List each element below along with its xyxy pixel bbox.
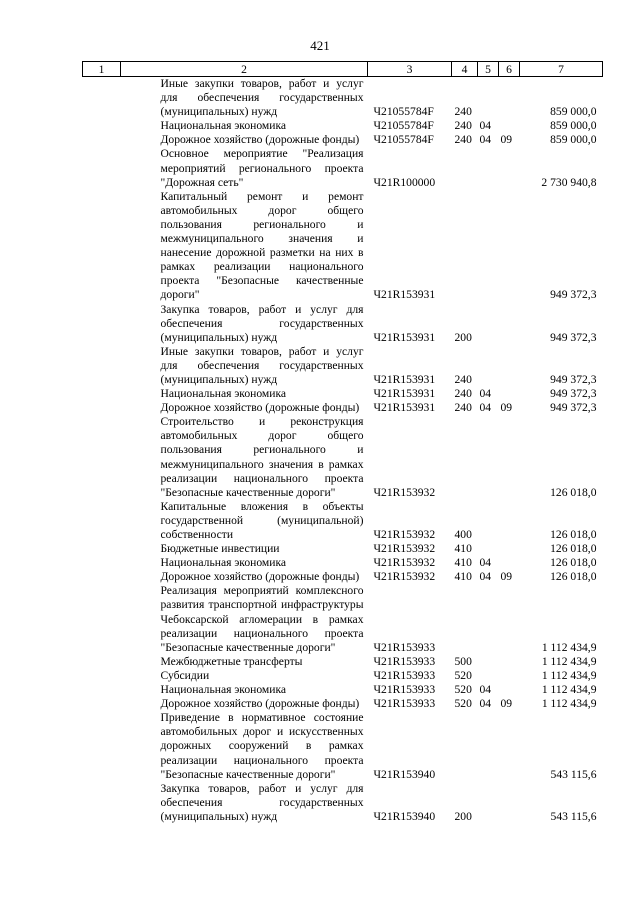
- target-article-code: Ч21R153933: [373, 668, 436, 682]
- amount: 1 112 434,9: [541, 697, 597, 711]
- item-name: Закупка товаров, работ и услуг для обеспечения государственных (муниципальных) нужд: [160, 781, 364, 823]
- amount: 1 112 434,9: [541, 654, 597, 668]
- budget-table: [82, 61, 603, 824]
- amount: 859 000,0: [550, 133, 597, 147]
- amount: 859 000,0: [550, 119, 597, 133]
- amount: 949 372,3: [550, 372, 597, 386]
- subsection-code: 09: [500, 133, 513, 147]
- target-article-code: Ч21R153931: [373, 401, 436, 415]
- item-name: Межбюджетные трансферты: [160, 654, 303, 668]
- expense-type-code: 400: [454, 528, 472, 541]
- target-article-code: Ч21R153932: [373, 542, 436, 556]
- expense-type-code: [452, 415, 478, 500]
- table-row: [83, 133, 603, 147]
- page-number: 421: [310, 38, 330, 53]
- target-article-code: Ч21R153940: [373, 767, 436, 781]
- table-row: [83, 683, 603, 697]
- table-row: [83, 190, 603, 303]
- subsection-code: [499, 683, 520, 697]
- subsection-code: [499, 669, 520, 683]
- table-row: [83, 387, 603, 401]
- item-name: Иные закупки товаров, работ и услуг для обеспечения государственных (муниципальных) нужд: [160, 77, 364, 119]
- table-row: [83, 570, 603, 584]
- section-code: [478, 669, 499, 683]
- subsection-code: 09: [500, 697, 513, 711]
- row-number-cell: [83, 782, 121, 824]
- row-number-cell: [83, 147, 121, 189]
- row-number-cell: [83, 133, 121, 147]
- section-code: [478, 542, 499, 556]
- item-name: Капитальные вложения в объекты государственной (муниципальной) собственности: [160, 499, 364, 541]
- subsection-code: 09: [500, 570, 513, 584]
- subsection-code: [499, 147, 520, 189]
- section-code: [478, 782, 499, 824]
- table-row: [83, 401, 603, 415]
- target-article-code: Ч21R153931: [373, 387, 436, 401]
- expense-type-code: 410: [454, 570, 472, 584]
- amount: 949 372,3: [550, 288, 597, 302]
- expense-type-code: 240: [454, 387, 472, 401]
- amount: 1 112 434,9: [541, 668, 597, 682]
- subsection-code: [499, 711, 520, 781]
- table-body: [83, 77, 603, 824]
- item-name: Основное мероприятие "Реализация мероприятий регионального проекта "Дорожная сеть": [160, 147, 364, 189]
- section-code: 04: [479, 683, 492, 697]
- target-article-code: Ч21R153932: [373, 485, 436, 499]
- row-number-cell: [83, 190, 121, 303]
- subsection-code: 09: [500, 401, 513, 415]
- expense-type-code: 520: [454, 697, 472, 711]
- table-row: [83, 147, 603, 189]
- subsection-code: [499, 77, 520, 120]
- section-code: 04: [479, 119, 492, 133]
- section-code: [478, 584, 499, 654]
- table-row: [83, 415, 603, 500]
- item-name: Национальная экономика: [160, 556, 287, 570]
- row-number-cell: [83, 387, 121, 401]
- item-name: Национальная экономика: [160, 683, 287, 697]
- item-name: Строительство и реконструкция автомобильных дорог общего пользования регионального и межмуниципального значения в рамках реализации национального проекта "Безопасные качественные дороги": [160, 415, 364, 499]
- section-code: [478, 303, 499, 345]
- header-col-2: 2: [121, 62, 368, 77]
- target-article-code: Ч21R153931: [373, 288, 436, 302]
- item-name: Дорожное хозяйство (дорожные фонды): [160, 570, 360, 584]
- section-code: [478, 500, 499, 542]
- amount: 859 000,0: [550, 105, 597, 119]
- section-code: 04: [479, 387, 492, 401]
- subsection-code: [499, 303, 520, 345]
- section-code: 04: [479, 401, 492, 415]
- section-code: [478, 345, 499, 387]
- row-number-cell: [83, 669, 121, 683]
- table-row: [83, 77, 603, 120]
- item-name: Бюджетные инвестиции: [160, 542, 280, 556]
- item-name: Реализация мероприятий комплексного развития транспортной инфраструктуры Чебоксарской агломерации в рамках реализации национального проекта "Безопасные качественные дороги": [160, 584, 364, 654]
- row-number-cell: [83, 401, 121, 415]
- section-code: [478, 415, 499, 500]
- header-col-7: 7: [520, 62, 603, 77]
- target-article-code: Ч21R153932: [373, 570, 436, 584]
- expense-type-code: 240: [454, 105, 472, 119]
- expense-type-code: [452, 584, 478, 654]
- amount: 543 115,6: [550, 767, 597, 781]
- item-name: Капитальный ремонт и ремонт автомобильных дорог общего пользования регионального и межмуниципального значения и нанесение дорожной разметки на них в рамках реализации национального проекта "Безопасные качественные дороги": [160, 189, 364, 302]
- row-number-cell: [83, 542, 121, 556]
- row-number-cell: [83, 119, 121, 133]
- subsection-code: [499, 345, 520, 387]
- subsection-code: [499, 584, 520, 654]
- subsection-code: [499, 782, 520, 824]
- subsection-code: [499, 542, 520, 556]
- table-row: [83, 697, 603, 711]
- row-number-cell: [83, 570, 121, 584]
- row-number-cell: [83, 77, 121, 120]
- expense-type-code: 520: [454, 668, 472, 682]
- amount: 126 018,0: [550, 528, 597, 541]
- amount: 543 115,6: [550, 809, 597, 823]
- expense-type-code: [452, 147, 478, 189]
- amount: 1 112 434,9: [541, 683, 597, 697]
- target-article-code: Ч21R153932: [373, 528, 436, 541]
- section-code: [478, 77, 499, 120]
- expense-type-code: 520: [454, 683, 472, 697]
- row-number-cell: [83, 556, 121, 570]
- amount: 1 112 434,9: [541, 640, 597, 654]
- amount: 949 372,3: [550, 401, 597, 415]
- table-row: [83, 345, 603, 387]
- table-row: [83, 711, 603, 781]
- expense-type-code: [452, 190, 478, 303]
- section-code: [478, 147, 499, 189]
- target-article-code: Ч21R153933: [373, 697, 436, 711]
- target-article-code: Ч21R153931: [373, 330, 436, 344]
- expense-type-code: 410: [454, 556, 472, 570]
- subsection-code: [499, 556, 520, 570]
- section-code: [478, 655, 499, 669]
- subsection-code: [499, 190, 520, 303]
- expense-type-code: 240: [454, 372, 472, 386]
- item-name: Закупка товаров, работ и услуг для обеспечения государственных (муниципальных) нужд: [160, 302, 364, 344]
- header-row: [83, 62, 603, 77]
- subsection-code: [499, 119, 520, 133]
- row-number-cell: [83, 500, 121, 542]
- target-article-code: Ч21R100000: [373, 175, 436, 189]
- row-number-cell: [83, 415, 121, 500]
- subsection-code: [499, 655, 520, 669]
- amount: 949 372,3: [550, 330, 597, 344]
- table-row: [83, 119, 603, 133]
- item-name: Национальная экономика: [160, 119, 287, 133]
- table-row: [83, 542, 603, 556]
- table-row: [83, 584, 603, 654]
- item-name: Субсидии: [160, 668, 210, 682]
- table-row: [83, 669, 603, 683]
- row-number-cell: [83, 584, 121, 654]
- table-row: [83, 303, 603, 345]
- target-article-code: Ч21055784F: [373, 133, 434, 147]
- expense-type-code: 200: [454, 330, 472, 344]
- amount: 126 018,0: [550, 556, 597, 570]
- row-number-cell: [83, 697, 121, 711]
- table-row: [83, 500, 603, 542]
- item-name: Приведение в нормативное состояние автомобильных дорог и искусственных дорожных сооружений в рамках реализации национального проекта "Безопасные качественные дороги": [160, 711, 364, 781]
- row-number-cell: [83, 683, 121, 697]
- subsection-code: [499, 415, 520, 500]
- amount: 949 372,3: [550, 387, 597, 401]
- header-col-6: 6: [499, 62, 520, 77]
- item-name: Национальная экономика: [160, 387, 287, 401]
- item-name: Дорожное хозяйство (дорожные фонды): [160, 697, 360, 711]
- table-header: [83, 62, 603, 77]
- section-code: 04: [479, 697, 492, 711]
- header-col-3: 3: [368, 62, 452, 77]
- target-article-code: Ч21R153940: [373, 809, 436, 823]
- expense-type-code: 500: [454, 654, 472, 668]
- header-col-4: 4: [452, 62, 478, 77]
- expense-type-code: 410: [454, 542, 472, 556]
- target-article-code: Ч21R153933: [373, 683, 436, 697]
- section-code: 04: [479, 556, 492, 570]
- row-number-cell: [83, 655, 121, 669]
- expense-type-code: 200: [454, 809, 472, 823]
- expense-type-code: 240: [454, 401, 472, 415]
- table-row: [83, 655, 603, 669]
- target-article-code: Ч21055784F: [373, 105, 434, 119]
- expense-type-code: [452, 711, 478, 781]
- target-article-code: Ч21R153933: [373, 640, 436, 654]
- amount: 126 018,0: [550, 485, 597, 499]
- section-code: 04: [479, 133, 492, 147]
- target-article-code: Ч21R153933: [373, 654, 436, 668]
- row-number-cell: [83, 345, 121, 387]
- section-code: 04: [479, 570, 492, 584]
- section-code: [478, 190, 499, 303]
- row-number-cell: [83, 711, 121, 781]
- section-code: [478, 711, 499, 781]
- amount: 2 730 940,8: [541, 175, 597, 189]
- item-name: Дорожное хозяйство (дорожные фонды): [160, 401, 360, 415]
- header-col-5: 5: [478, 62, 499, 77]
- expense-type-code: 240: [454, 133, 472, 147]
- target-article-code: Ч21055784F: [373, 119, 434, 133]
- item-name: Иные закупки товаров, работ и услуг для обеспечения государственных (муниципальных) нужд: [160, 344, 364, 386]
- header-col-1: 1: [83, 62, 121, 77]
- target-article-code: Ч21R153931: [373, 372, 436, 386]
- expense-type-code: 240: [454, 119, 472, 133]
- table-row: [83, 782, 603, 824]
- table-row: [83, 556, 603, 570]
- subsection-code: [499, 500, 520, 542]
- amount: 126 018,0: [550, 570, 597, 584]
- amount: 126 018,0: [550, 542, 597, 556]
- subsection-code: [499, 387, 520, 401]
- target-article-code: Ч21R153932: [373, 556, 436, 570]
- item-name: Дорожное хозяйство (дорожные фонды): [160, 133, 360, 147]
- row-number-cell: [83, 303, 121, 345]
